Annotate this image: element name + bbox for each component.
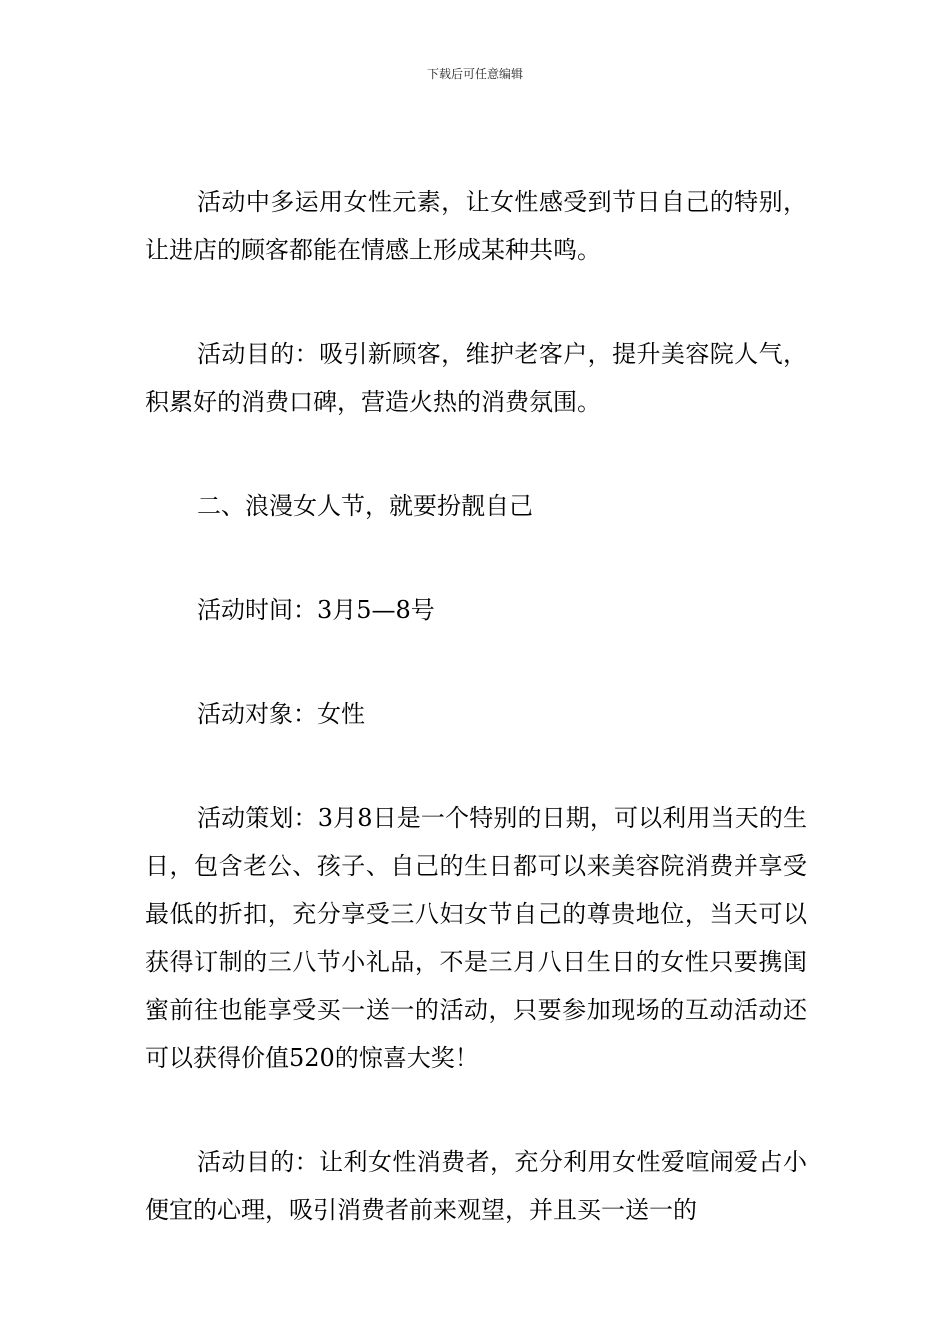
paragraph-female-elements: 活动中多运用女性元素，让女性感受到节日自己的特别，让进店的顾客都能在情感上形成某种共鸣。 (145, 188, 807, 264)
paragraph-activity-time: 活动时间：3月5—8号 (197, 596, 435, 624)
paragraph-activity-plan: 活动策划：3月8日是一个特别的日期，可以利用当天的生日，包含老公、孩子、自己的生日都可以来美容院消费并享受最低的折扣，充分享受三八妇女节自己的尊贵地位，当天可以获得订制的三八节小礼品，不是三月八日生日的女性只要携闺蜜前往也能享受买一送一的活动，只要参加现场的互动活动还可以获得价值520的惊喜大奖！ (145, 804, 807, 1072)
document-body (145, 178, 807, 1234)
paragraph-activity-purpose-2: 活动目的：让利女性消费者，充分利用女性爱喧闹爱占小便宜的心理，吸引消费者前来观望，并且买一送一的 (145, 1148, 807, 1224)
paragraph-activity-target: 活动对象：女性 (197, 700, 365, 728)
paragraph-activity-purpose-1: 活动目的：吸引新顾客，维护老客户，提升美容院人气，积累好的消费口碑，营造火热的消费氛围。 (145, 340, 807, 416)
page-header-note: 下载后可任意编辑 (426, 67, 523, 81)
section-heading-romantic-womens-day: 二、浪漫女人节，就要扮靓自己 (197, 492, 533, 520)
